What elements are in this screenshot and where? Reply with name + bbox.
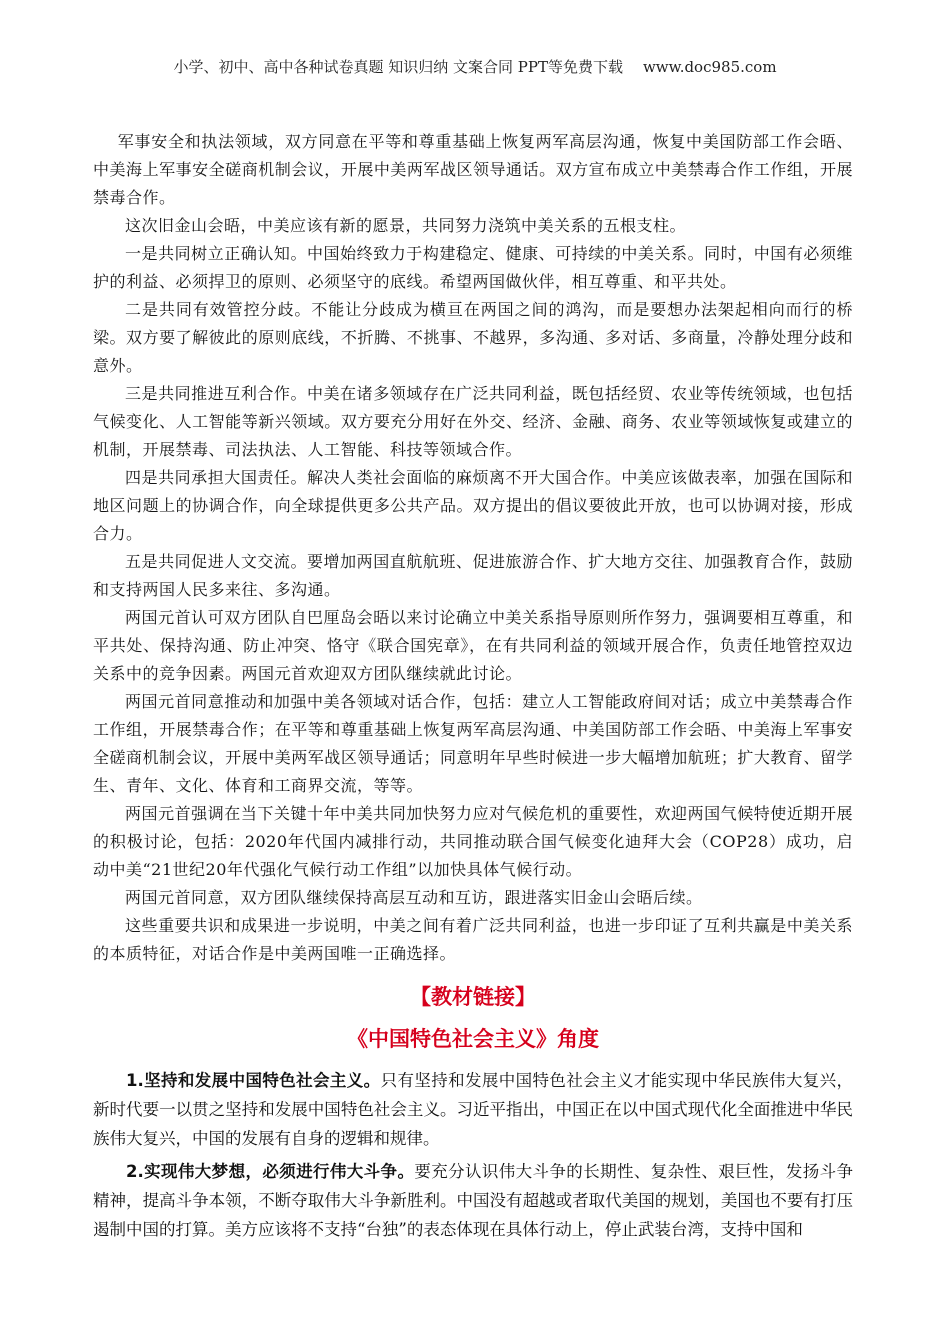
header-text: 小学、初中、高中各种试卷真题 知识归纳 文案合同 PPT等免费下载 [173, 58, 623, 76]
page-header [0, 57, 950, 77]
point-2 [93, 1157, 853, 1244]
point-1 [93, 1066, 853, 1153]
point-2-lead: 2.实现伟大梦想，必须进行伟大斗争。 [126, 1162, 415, 1181]
paragraph-vision: 这次旧金山会晤，中美应该有新的愿景，共同努力浇筑中美关系的五根支柱。 [125, 216, 687, 235]
point-2-text: 要充分认识伟大斗争的长期性、复杂性、艰巨性，发扬斗争精神，提高斗争本领，不断夺取伟大斗争新胜利。中国没有超越或者取代美国的规划，美国也不要有打压遏制中国的打算。美方应该将不支持“台独”的表态体现在具体行动上，停止武装台湾，支持中国和 [93, 1162, 854, 1239]
header-url[interactable]: www.doc985.com [642, 58, 777, 76]
paragraph-pillar-5: 五是共同促进人文交流。要增加两国直航航班、促进旅游合作、扩大地方交往、加强教育合作，鼓励和支持两国人民多来往、多沟通。 [93, 552, 853, 599]
paragraph-guiding-principles: 两国元首认可双方团队自巴厘岛会晤以来讨论确立中美关系指导原则所作努力，强调要相互尊重，和平共处、保持沟通、防止冲突、恪守《联合国宪章》，在有共同利益的领域开展合作，负责任地管控双边关系中的竞争因素。两国元首欢迎双方团队继续就此讨论。 [93, 608, 853, 683]
article-content [93, 128, 853, 1248]
paragraph-dialogue-cooperation: 两国元首同意推动和加强中美各领域对话合作，包括：建立人工智能政府间对话；成立中美禁毒合作工作组，开展禁毒合作；在平等和尊重基础上恢复两军高层沟通、中美国防部工作会晤、中美海上军事安全磋商机制会议，开展中美两军战区领导通话；同意明年早些时候进一步大幅增加航班；扩大教育、留学生、青年、文化、体育和工商界交流，等等。 [93, 692, 853, 795]
paragraph-pillar-2: 二是共同有效管控分歧。不能让分歧成为横亘在两国之间的鸿沟，而是要想办法架起相向而行的桥梁。双方要了解彼此的原则底线，不折腾、不挑事、不越界，多沟通、多对话、多商量，冷静处理分歧和意外。 [93, 300, 853, 375]
point-1-text: 只有坚持和发展中国特色社会主义才能实现中华民族伟大复兴，新时代要一以贯之坚持和发展中国特色社会主义。习近平指出，中国正在以中国式现代化全面推进中华民族伟大复兴，中国的发展有自身的逻辑和规律。 [93, 1071, 854, 1148]
section-title: 【教材链接】 [410, 985, 536, 1009]
paragraph-climate: 两国元首强调在当下关键十年中美共同加快努力应对气候危机的重要性，欢迎两国气候特使近期开展的积极讨论，包括：2020年代国内减排行动，共同推动联合国气候变化迪拜大会（COP28）成功，启动中美“21世纪20年代强化气候行动工作组”以加快具体气候行动。 [93, 804, 853, 879]
point-1-lead: 1.坚持和发展中国特色社会主义。 [126, 1071, 381, 1090]
paragraph-follow-up: 两国元首同意，双方团队继续保持高层互动和互访，跟进落实旧金山会晤后续。 [125, 888, 703, 907]
paragraph-pillar-1: 一是共同树立正确认知。中国始终致力于构建稳定、健康、可持续的中美关系。同时，中国有必须维护的利益、必须捍卫的原则、必须坚守的底线。希望两国做伙伴，相互尊重、和平共处。 [93, 244, 853, 291]
paragraph-conclusion: 这些重要共识和成果进一步说明，中美之间有着广泛共同利益，也进一步印证了互利共赢是中美关系的本质特征，对话合作是中美两国唯一正确选择。 [93, 916, 853, 963]
paragraph-pillar-4: 四是共同承担大国责任。解决人类社会面临的麻烦离不开大国合作。中美应该做表率，加强在国际和地区问题上的协调合作，向全球提供更多公共产品。双方提出的倡议要彼此开放，也可以协调对接，形成合力。 [93, 468, 853, 543]
paragraph-pillar-3: 三是共同推进互利合作。中美在诸多领域存在广泛共同利益，既包括经贸、农业等传统领域，也包括气候变化、人工智能等新兴领域。双方要充分用好在外交、经济、金融、商务、农业等领域恢复或建立的机制，开展禁毒、司法执法、人工智能、科技等领域合作。 [93, 384, 853, 459]
section-subtitle: 《中国特色社会主义》角度 [347, 1027, 599, 1051]
paragraph-military: 军事安全和执法领域，双方同意在平等和尊重基础上恢复两军高层沟通，恢复中美国防部工作会晤、中美海上军事安全磋商机制会议，开展中美两军战区领导通话。双方宣布成立中美禁毒合作工作组，开展禁毒合作。 [93, 132, 853, 207]
